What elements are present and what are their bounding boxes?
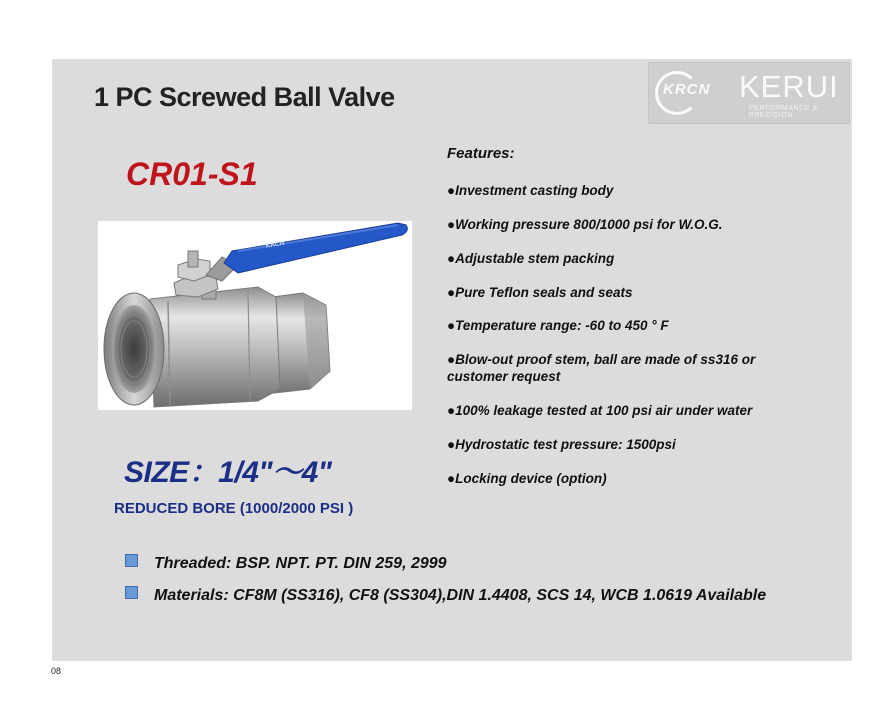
page-number: 08 <box>51 666 62 676</box>
feature-item: ●Pure Teflon seals and seats <box>447 285 633 300</box>
spec-threaded <box>125 554 447 573</box>
square-bullet-icon <box>125 554 138 567</box>
feature-item: ●Blow-out proof stem, ball are made of ss316 or customer request <box>447 352 756 384</box>
spec-text: Threaded: BSP. NPT. PT. DIN 259, 2999 <box>154 555 447 572</box>
features-heading: Features: <box>447 145 515 162</box>
kerui-logo <box>648 62 850 124</box>
spec-text: Materials: CF8M (SS316), CF8 (SS304),DIN 1.4408, SCS 14, WCB 1.0619 Available <box>154 587 767 604</box>
feature-item: ●Locking device (option) <box>447 471 607 486</box>
logo-name: KERUI <box>739 69 839 104</box>
model-number: CR01-S1 <box>126 156 258 192</box>
feature-item: ●Adjustable stem packing <box>447 251 615 266</box>
logo-tagline: PERFORMANCE & PRECISION <box>749 105 818 119</box>
feature-item: ●Temperature range: -60 to 450 ° F <box>447 318 669 333</box>
svg-text:KRCN: KRCN <box>264 238 286 250</box>
feature-item: ●100% leakage tested at 100 psi air under water <box>447 403 753 418</box>
page-title: 1 PC Screwed Ball Valve <box>94 82 395 112</box>
square-bullet-icon <box>125 586 138 599</box>
ball-valve-icon <box>98 221 412 410</box>
feature-item: ●Investment casting body <box>447 183 614 198</box>
ball-valve-photo <box>98 221 412 410</box>
feature-item: ●Hydrostatic test pressure: 1500psi <box>447 437 676 452</box>
feature-item: ●Working pressure 800/1000 psi for W.O.G. <box>447 217 723 232</box>
bore-rating: REDUCED BORE (1000/2000 PSI ) <box>114 500 354 517</box>
logo-mark: KRCN <box>663 81 711 98</box>
size-range: SIZE：1/4"～4" <box>124 456 332 489</box>
spec-materials <box>125 586 766 605</box>
